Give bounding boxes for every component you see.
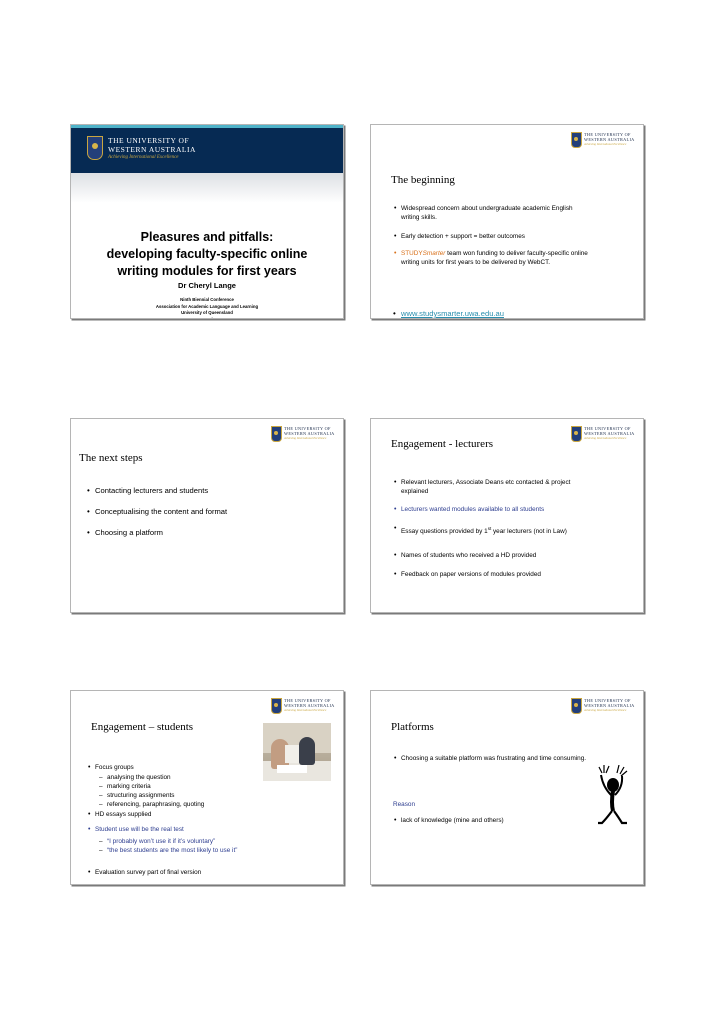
studysmarter-brand: STUDY [401,250,423,257]
uwa-crest-icon [571,132,582,148]
logo-tagline: Achieving International Excellence [284,436,327,440]
bullet-text: Student use will be the real test [95,826,184,833]
quote-text: “I probably won’t use it if it’s voluntary” [107,838,216,845]
photo-paper [277,765,307,773]
title-line: Pleasures and pitfalls: [140,230,274,244]
superscript: st [487,526,492,531]
bullet-item: • Focus groups [88,764,134,771]
slide-engagement-lecturers [370,418,644,613]
bullet-item: • Conceptualising the content and format [87,507,228,516]
logo-tagline: Achieving International Excellence [584,436,627,440]
presentation-title [71,229,343,280]
reason-label: Reason [393,801,416,808]
logo-line2: WESTERN AUSTRALIA [584,137,635,142]
bullet-item: • lack of knowledge (mine and others) [394,817,504,824]
logo-line2: WESTERN AUSTRALIA [284,703,335,708]
logo-line1: THE UNIVERSITY OF [284,698,331,703]
title-line: writing modules for first years [117,264,297,278]
bullet-item: • Widespread concern about undergraduate academic English writing skills. [394,205,573,221]
slide-heading: Engagement – students [91,721,194,733]
university-logo-text [108,137,196,163]
bullet-text: Lecturers wanted modules available to all students [401,506,545,513]
bullet-item: • www.studysmarter.uwa.edu.au [393,309,504,318]
slide-the-beginning [370,124,644,319]
slide-platforms [370,690,644,885]
conference-line: Association for Academic Language and Learning [155,303,259,309]
sub-item: – analysing the question [99,774,171,781]
sub-text: structuring assignments [107,792,175,799]
logo-line1: THE UNIVERSITY OF [284,426,331,431]
bullet-item: • Choosing a platform [87,528,163,537]
slide-engagement-students [70,690,344,885]
bullet-text: Feedback on paper versions of modules provided [401,571,541,578]
bullet-item: • Evaluation survey part of final version [88,869,202,876]
bullet-item: • Lecturers wanted modules available to all students [394,506,545,513]
uwa-crest-icon [87,136,103,160]
logo-text [284,426,335,441]
logo-tagline: Achieving International Excellence [584,708,627,712]
quote-text: “the best students are the most likely to use it” [107,847,238,854]
conference-line: 25-27 November 2009 [185,316,229,319]
bullet-item: • Student use will be the real test [88,826,184,833]
logo-line2: WESTERN AUSTRALIA [284,431,335,436]
conference-line: University of Queensland [181,310,233,315]
logo-line1: THE UNIVERSITY OF [584,426,631,431]
bullet-text: HD essays supplied [95,811,152,818]
logo-line2: WESTERN AUSTRALIA [584,431,635,436]
logo-line1: THE UNIVERSITY OF [584,132,631,137]
bullet-text: Choosing a platform [95,528,163,537]
sub-text: marking criteria [107,783,151,790]
title-line: developing faculty-specific online [106,247,308,261]
header-band [71,125,343,173]
bullet-text: Focus groups [95,764,134,771]
uwa-logo [271,426,339,446]
bullet-text: Contacting lecturers and students [95,486,209,495]
bullet-item: • Names of students who received a HD provided [394,552,537,559]
logo-text [584,698,635,713]
uwa-logo [571,698,639,718]
sub-text: referencing, paraphrasing, quoting [107,801,205,808]
studysmarter-brand-italic: Smarter [422,250,446,257]
conference-line: Ninth Biennial Conference [180,297,234,302]
bullet-item: • STUDYSmarter team won funding to deliver faculty-specific online writing units for first years to be delivered by WebCT. [394,250,588,266]
bullet-item: • Feedback on paper versions of modules provided [394,571,541,578]
bullet-item: • Choosing a suitable platform was frustrating and time consuming. [394,755,587,762]
bullet-text: Names of students who received a HD provided [401,552,537,559]
sub-item: – referencing, paraphrasing, quoting [99,801,205,808]
uwa-logo [571,132,639,152]
slide-title [70,124,344,319]
logo-line2: WESTERN AUSTRALIA [584,703,635,708]
slide-heading: Engagement - lecturers [391,438,494,450]
bullet-text: year lecturers (not in Law) [491,528,567,536]
sub-item: – “the best students are the most likely to use it” [99,847,238,854]
bullet-text: Relevant lecturers, Associate Deans etc contacted & project explained [401,479,571,495]
sub-text: analysing the question [107,774,171,781]
logo-line1: THE UNIVERSITY OF [108,136,190,145]
bullet-text: team won funding to deliver faculty-specific online writing units for first years to be delivered by WebCT. [401,250,588,266]
uwa-crest-icon [271,698,282,714]
uwa-crest-icon [271,426,282,442]
slide-next-steps [70,418,344,613]
slide-heading: The next steps [79,452,143,464]
uwa-logo [571,426,639,446]
logo-text [584,132,635,147]
conference-info [71,297,343,319]
studysmarter-link[interactable]: www.studysmarter.uwa.edu.au [401,309,504,318]
uwa-crest-icon [571,426,582,442]
sub-item: – marking criteria [99,783,151,790]
frustrated-figure-icon [591,765,631,827]
slide-heading: The beginning [391,174,455,186]
bullet-item: • Early detection + support = better outcomes [394,233,525,240]
bullet-text: Evaluation survey part of final version [95,869,202,876]
logo-tagline: Achieving International Excellence [108,155,179,160]
bullet-item: • HD essays supplied [88,811,152,818]
bullet-text: Widespread concern about undergraduate academic English writing skills. [401,205,573,221]
logo-tagline: Achieving International Excellence [284,708,327,712]
slide-heading: Platforms [391,721,434,733]
logo-line1: THE UNIVERSITY OF [584,698,631,703]
sub-item: – “I probably won’t use it if it’s voluntary” [99,838,216,845]
photo-person [285,745,299,763]
sub-item: – structuring assignments [99,792,175,799]
bullet-text: Conceptualising the content and format [95,507,228,516]
bullet-item: • Contacting lecturers and students [87,486,209,495]
bullet-text: Choosing a suitable platform was frustrating and time consuming. [401,755,587,762]
students-photo [263,723,331,781]
bullet-text: Essay questions provided by 1 [401,528,488,536]
bullet-text: Early detection + support = better outcomes [401,233,525,240]
author: Dr Cheryl Lange [178,281,236,290]
logo-tagline: Achieving International Excellence [584,142,627,146]
bullet-item: • Essay questions provided by 1st year lecturers (not in Law) [394,525,567,536]
bullet-item: • Relevant lecturers, Associate Deans etc contacted & project explained [394,479,571,495]
bullet-text: lack of knowledge (mine and others) [401,817,504,824]
uwa-logo [271,698,339,718]
logo-text [584,426,635,441]
logo-text [284,698,335,713]
uwa-crest-icon [571,698,582,714]
logo-line2: WESTERN AUSTRALIA [108,144,196,154]
header-fade [71,173,343,203]
photo-person [299,737,315,765]
